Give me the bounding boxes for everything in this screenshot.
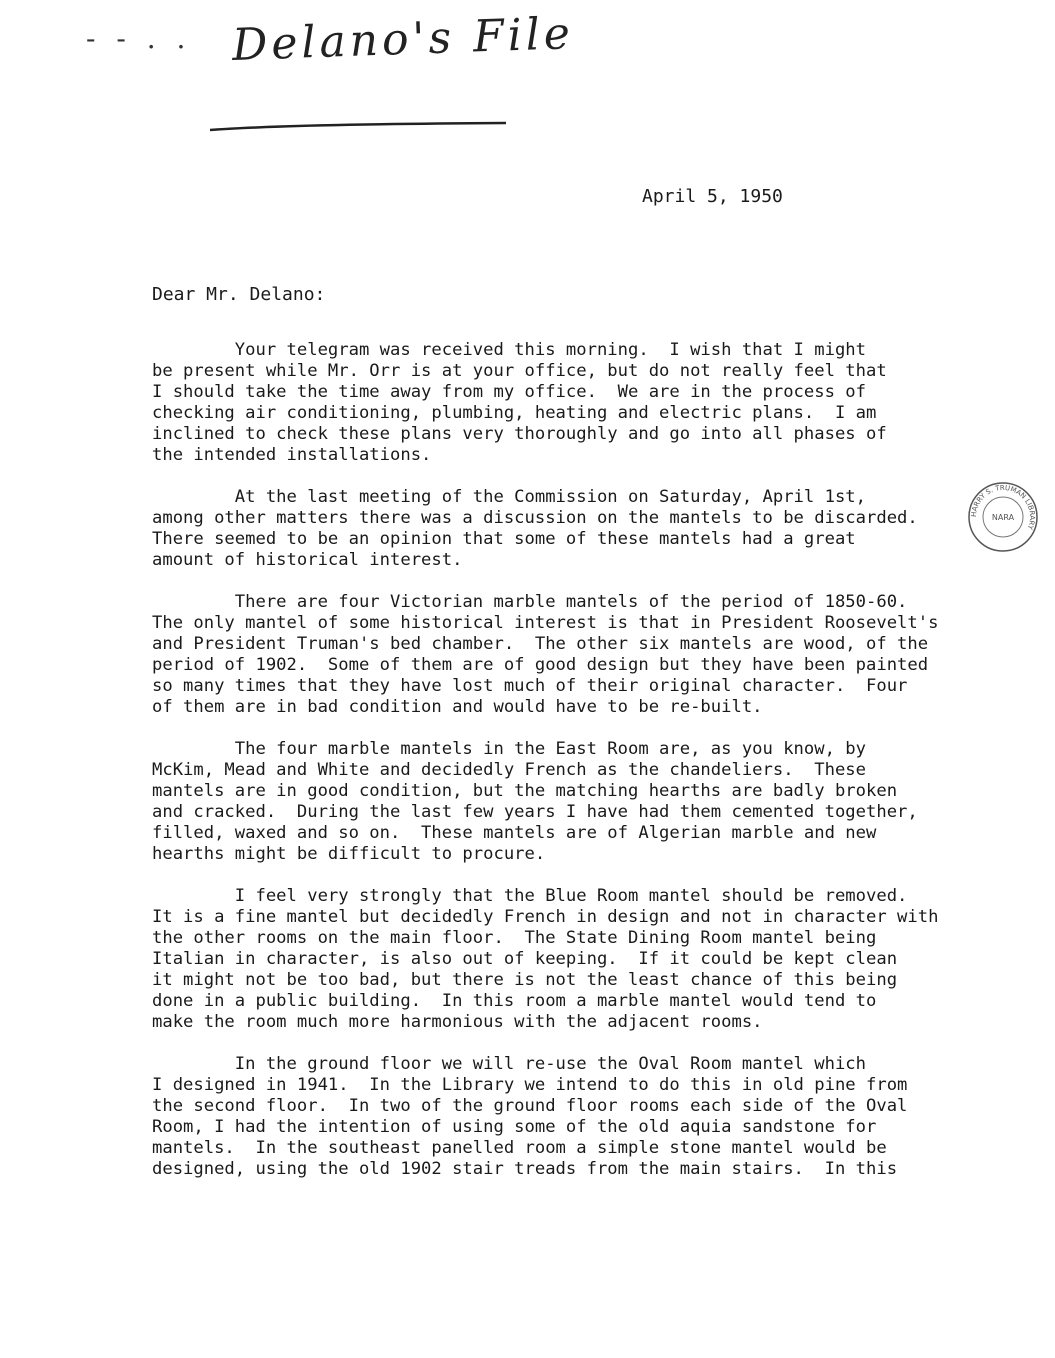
library-stamp: [966, 480, 1040, 554]
text-line: Italian in character, is also out of keeping. If it could be kept clean: [152, 949, 898, 969]
text-line: Your telegram was received this morning. I wish that I might: [152, 340, 866, 360]
salutation: Dear Mr. Delano:: [152, 284, 326, 305]
paragraph: [152, 739, 952, 865]
text-line: be present while Mr. Orr is at your office, but do not really feel that: [152, 361, 887, 381]
text-line: McKim, Mead and White and decidedly French as the chandeliers. These: [152, 760, 866, 780]
text-line: and President Truman's bed chamber. The other six mantels are wood, of the: [152, 634, 929, 654]
text-line: of them are in bad condition and would have to be re-built.: [152, 697, 763, 717]
text-line: checking air conditioning, plumbing, heating and electric plans. I am: [152, 403, 877, 423]
text-line: among other matters there was a discussion on the mantels to be discarded.: [152, 508, 918, 528]
text-line: done in a public building. In this room a marble mantel would tend to: [152, 991, 877, 1011]
text-line: mantels. In the southeast panelled room a simple stone mantel would be: [152, 1138, 887, 1158]
text-line: In the ground floor we will re-use the Oval Room mantel which: [152, 1054, 866, 1074]
paragraph: [152, 1054, 952, 1180]
paragraph: [152, 340, 952, 466]
text-line: At the last meeting of the Commission on Saturday, April 1st,: [152, 487, 866, 507]
svg-text:NARA: NARA: [991, 513, 1015, 522]
text-line: There seemed to be an opinion that some of these mantels had a great: [152, 529, 856, 549]
text-line: designed, using the old 1902 stair treads from the main stairs. In this: [152, 1159, 898, 1179]
text-line: the second floor. In two of the ground floor rooms each side of the Oval: [152, 1096, 908, 1116]
handwritten-note: Delano's File: [231, 8, 575, 71]
text-line: the other rooms on the main floor. The State Dining Room mantel being: [152, 928, 877, 948]
letter-body: [152, 340, 952, 1201]
paragraph: [152, 886, 952, 1033]
text-line: it might not be too bad, but there is not the least chance of this being: [152, 970, 898, 990]
text-line: I should take the time away from my office. We are in the process of: [152, 382, 866, 402]
text-line: hearths might be difficult to procure.: [152, 844, 546, 864]
text-line: There are four Victorian marble mantels of the period of 1850-60.: [152, 592, 908, 612]
text-line: amount of historical interest.: [152, 550, 463, 570]
text-line: the intended installations.: [152, 445, 432, 465]
text-line: I designed in 1941. In the Library we intend to do this in old pine from: [152, 1075, 908, 1095]
paragraph: [152, 592, 952, 718]
text-line: inclined to check these plans very thoroughly and go into all phases of: [152, 424, 887, 444]
text-line: The four marble mantels in the East Room are, as you know, by: [152, 739, 866, 759]
letter-date: April 5, 1950: [642, 186, 783, 207]
text-line: The only mantel of some historical interest is that in President Roosevelt's: [152, 613, 939, 633]
paragraph: [152, 487, 952, 571]
handwritten-dashes: - - . .: [86, 22, 192, 55]
text-line: period of 1902. Some of them are of good design but they have been painted: [152, 655, 929, 675]
text-line: filled, waxed and so on. These mantels are of Algerian marble and new: [152, 823, 877, 843]
text-line: mantels are in good condition, but the matching hearths are badly broken: [152, 781, 898, 801]
handwritten-underline: [208, 120, 508, 134]
svg-text:HARRY S. TRUMAN LIBRARY: HARRY S. TRUMAN LIBRARY: [969, 483, 1037, 531]
text-line: and cracked. During the last few years I have had them cemented together,: [152, 802, 918, 822]
text-line: I feel very strongly that the Blue Room mantel should be removed.: [152, 886, 908, 906]
text-line: so many times that they have lost much of their original character. Four: [152, 676, 908, 696]
text-line: It is a fine mantel but decidedly French in design and not in character with: [152, 907, 939, 927]
text-line: make the room much more harmonious with the adjacent rooms.: [152, 1012, 763, 1032]
text-line: Room, I had the intention of using some of the old aquia sandstone for: [152, 1117, 877, 1137]
